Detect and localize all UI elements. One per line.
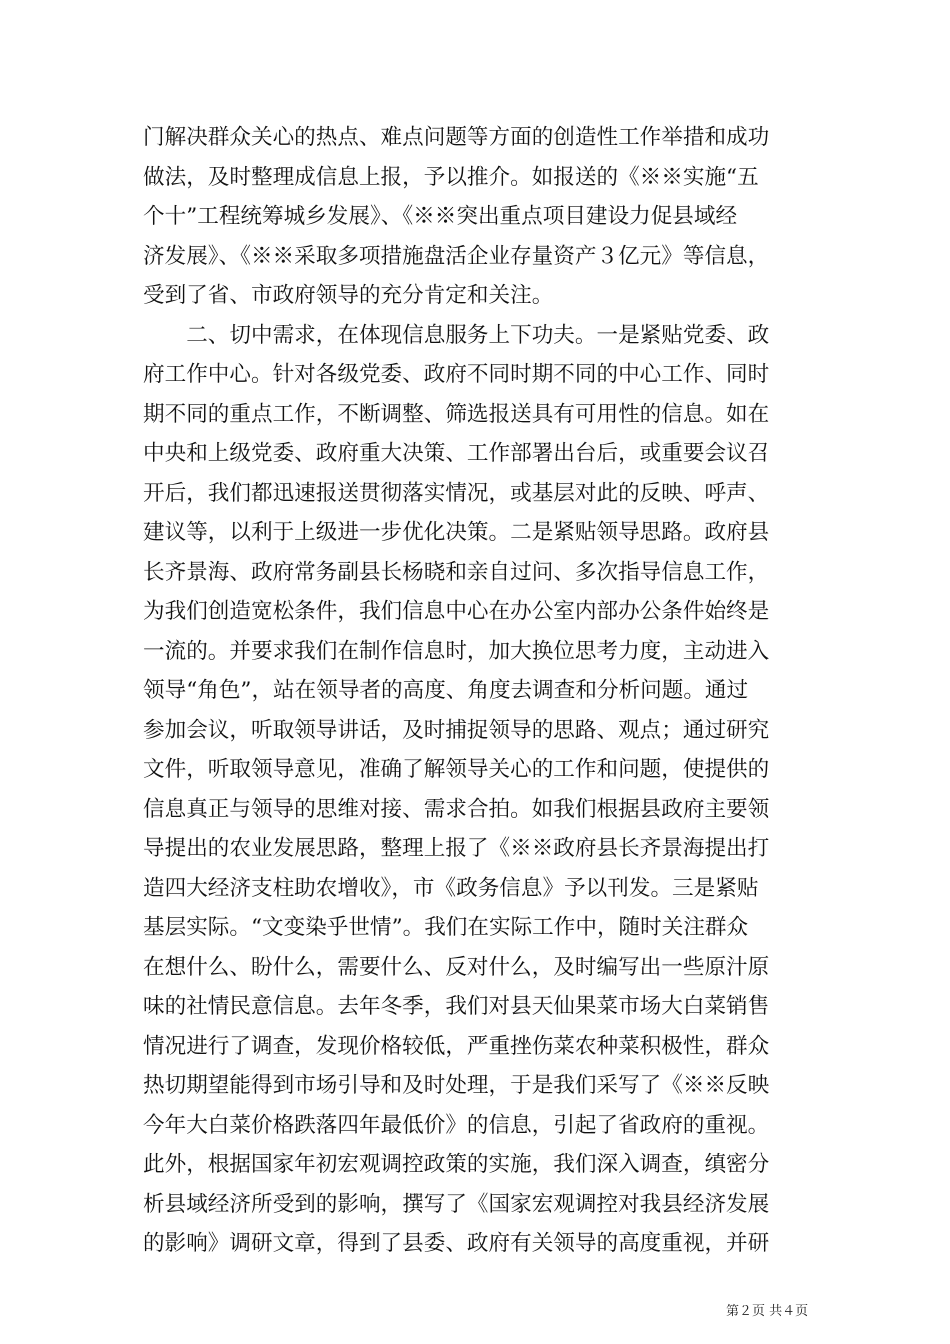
text-line: 导提出的农业发展思路，整理上报了《※※政府县长齐景海提出打 bbox=[143, 836, 770, 861]
text-line: 信息真正与领导的思维对接、需求合拍。如我们根据县政府主要领 bbox=[143, 796, 770, 822]
text-line: 今年大白菜价格跌落四年最低价》的信息，引起了省政府的重视。 bbox=[143, 1112, 770, 1138]
text-line: 开后，我们都迅速报送贯彻落实情况，或基层对此的反映、呼声、 bbox=[143, 480, 770, 506]
text-line: 此外，根据国家年初宏观调控政策的实施，我们深入调查，缜密分 bbox=[143, 1152, 770, 1177]
paragraph-start-line: 二、切中需求，在体现信息服务上下功夫。一是紧贴党委、政 bbox=[143, 322, 770, 348]
text-line: 期不同的重点工作，不断调整、筛选报送具有可用性的信息。如在 bbox=[143, 401, 770, 427]
text-line: 热切期望能得到市场引导和及时处理，于是我们采写了《※※反映 bbox=[143, 1073, 770, 1098]
text-line: 门解决群众关心的热点、难点问题等方面的创造性工作举措和成功 bbox=[143, 125, 770, 150]
text-line: 个十”工程统筹城乡发展》、《※※突出重点项目建设力促县域经 bbox=[143, 204, 738, 229]
text-line: 基层实际。“文变染乎世情”。我们在实际工作中，随时关注群众 bbox=[143, 915, 749, 940]
text-line: 长齐景海、政府常务副县长杨晓和亲自过问、多次指导信息工作， bbox=[143, 559, 770, 585]
body-text bbox=[143, 118, 813, 1264]
text-line: 一流的。并要求我们在制作信息时，加大换位思考力度，主动进入 bbox=[143, 638, 770, 664]
page-number: 第２页 共４页 bbox=[726, 1304, 809, 1319]
text-line: 府工作中心。针对各级党委、政府不同时期不同的中心工作、同时 bbox=[143, 362, 770, 387]
text-line: 受到了省、市政府领导的充分肯定和关注。 bbox=[143, 283, 554, 308]
text-line: 做法，及时整理成信息上报，予以推介。如报送的《※※实施“五 bbox=[143, 164, 759, 190]
text-line: 建议等，以利于上级进一步优化决策。二是紧贴领导思路。政府县 bbox=[143, 520, 770, 545]
text-line: 为我们创造宽松条件，我们信息中心在办公室内部办公条件始终是 bbox=[143, 599, 770, 624]
text-line: 的影响》调研文章，得到了县委、政府有关领导的高度重视，并研 bbox=[143, 1231, 770, 1256]
text-line: 领导“角色”，站在领导者的高度、角度去调查和分析问题。通过 bbox=[143, 678, 749, 703]
text-line: 文件，听取领导意见，准确了解领导关心的工作和问题，使提供的 bbox=[143, 757, 770, 782]
text-line: 析县域经济所受到的影响，撰写了《国家宏观调控对我县经济发展 bbox=[143, 1191, 770, 1217]
text-line: 济发展》、《※※采取多项措施盘活企业存量资产３亿元》等信息， bbox=[143, 243, 770, 269]
text-line: 造四大经济支柱助农增收》，市《政务信息》予以刊发。三是紧贴 bbox=[143, 875, 759, 901]
text-line: 中央和上级党委、政府重大决策、工作部署出台后，或重要会议召 bbox=[143, 441, 770, 466]
text-line: 参加会议，听取领导讲话，及时捕捉领导的思路、观点；通过研究 bbox=[143, 717, 770, 743]
text-line: 情况进行了调查，发现价格较低，严重挫伤菜农种菜积极性，群众 bbox=[143, 1033, 770, 1059]
text-line: 在想什么、盼什么，需要什么、反对什么，及时编写出一些原汁原 bbox=[143, 954, 770, 980]
text-line: 味的社情民意信息。去年冬季，我们对县天仙果菜市场大白菜销售 bbox=[143, 994, 770, 1019]
